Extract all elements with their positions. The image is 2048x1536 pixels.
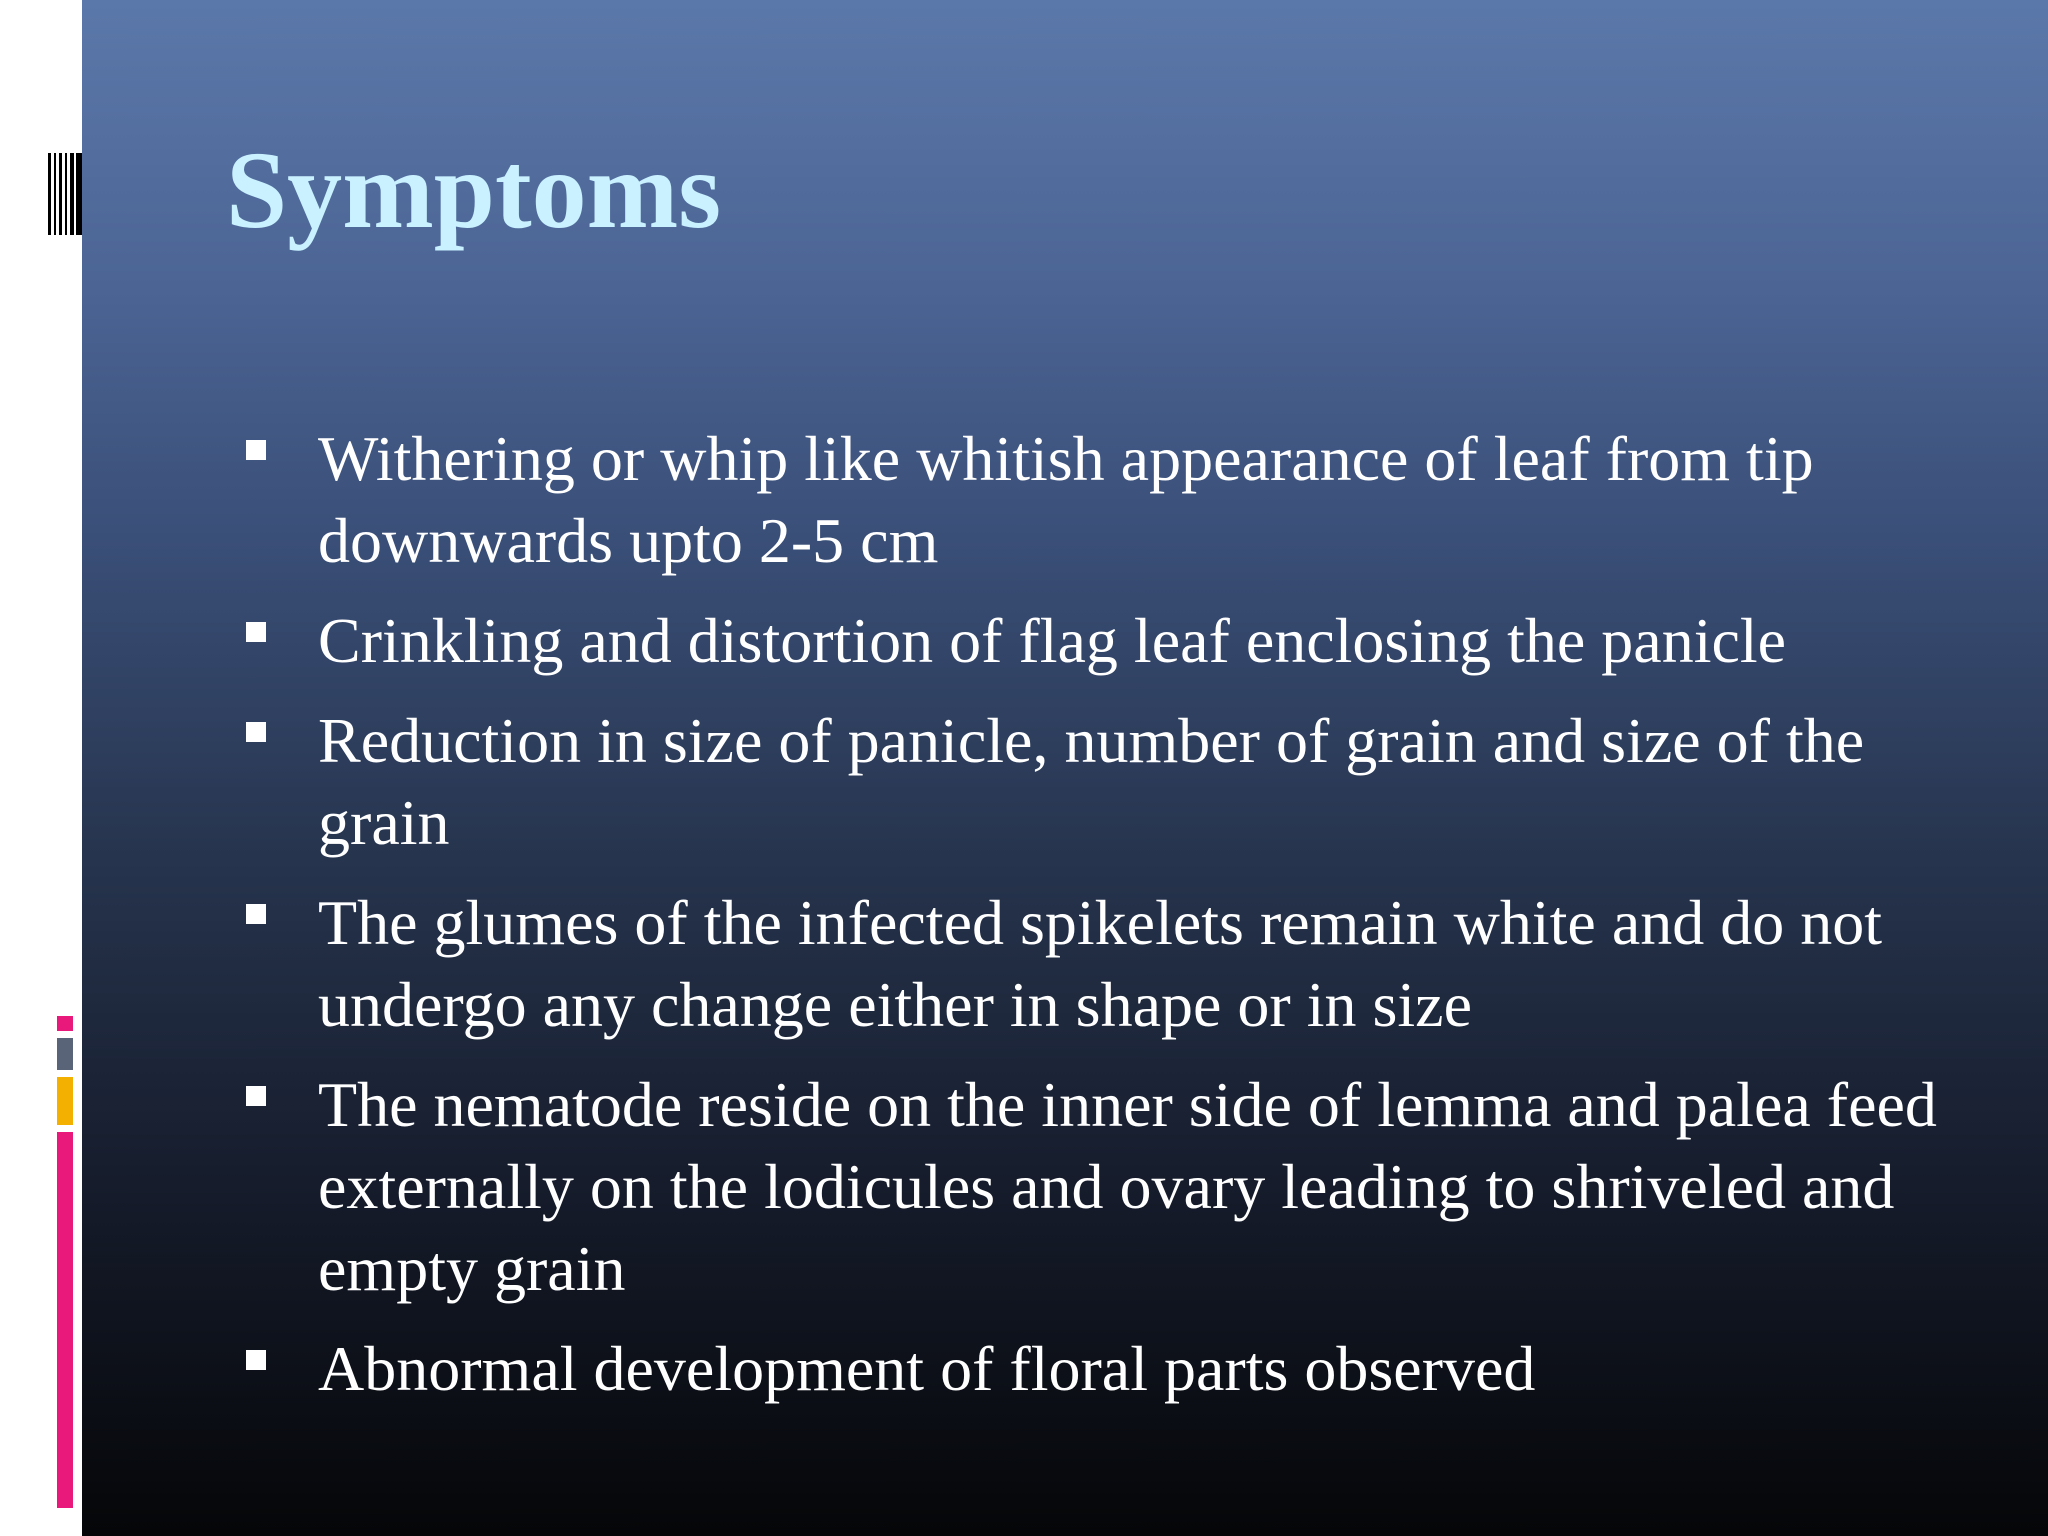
bullet-text: The nematode reside on the inner side of lemma and palea feed externally on the lodicules and ovary leading to shriveled and empty grain [318, 1069, 1937, 1304]
accent-bar-orange [57, 1077, 73, 1125]
accent-bar-pink [57, 1132, 73, 1508]
decorative-lines [48, 153, 82, 235]
bullet-text: The glumes of the infected spikelets remain white and do not undergo any change either in shape or in size [318, 887, 1882, 1040]
accent-bar-pink-top [57, 1016, 73, 1031]
bullet-item [245, 1064, 1945, 1310]
accent-bar-gray [57, 1038, 73, 1070]
square-bullet-icon [246, 722, 266, 742]
square-bullet-icon [246, 622, 266, 642]
bullet-list [245, 418, 1945, 1428]
square-bullet-icon [246, 1086, 266, 1106]
bullet-text: Withering or whip like whitish appearance of leaf from tip downwards upto 2-5 cm [318, 423, 1814, 576]
square-bullet-icon [246, 904, 266, 924]
bullet-item [245, 418, 1945, 582]
square-bullet-icon [246, 440, 266, 460]
bullet-item [245, 882, 1945, 1046]
bullet-text: Crinkling and distortion of flag leaf enclosing the panicle [318, 605, 1787, 676]
bullet-item [245, 1328, 1945, 1410]
slide-title: Symptoms [226, 129, 722, 251]
bullet-item [245, 600, 1945, 682]
bullet-text: Reduction in size of panicle, number of grain and size of the grain [318, 705, 1865, 858]
bullet-text: Abnormal development of floral parts observed [318, 1333, 1536, 1404]
square-bullet-icon [246, 1350, 266, 1370]
bullet-item [245, 700, 1945, 864]
